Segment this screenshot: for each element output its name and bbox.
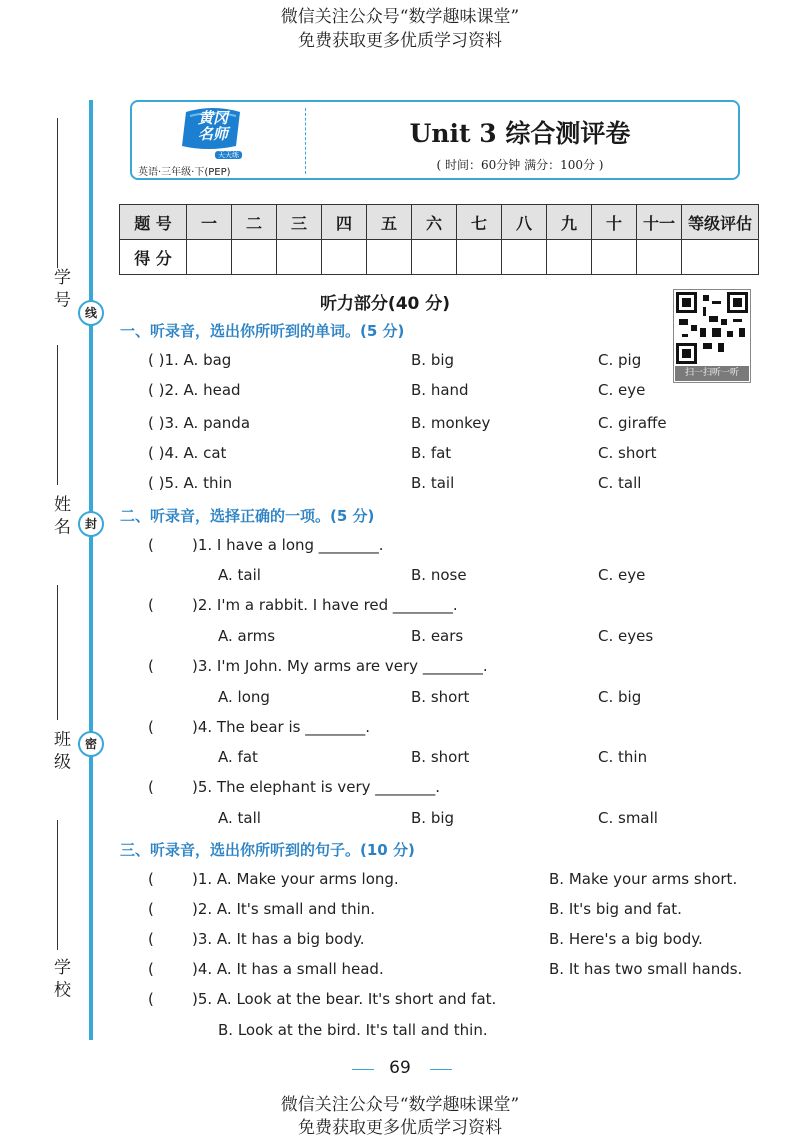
answer-paren[interactable]: ( xyxy=(148,778,154,796)
option-b: B. nose xyxy=(411,566,467,584)
seal-mi: 密 xyxy=(78,731,104,757)
score-cell: 三 xyxy=(277,205,322,240)
page-number-rule xyxy=(430,1069,452,1070)
question-item: ( )4. A. cat xyxy=(148,444,227,462)
question-item: ( )5. A. thin xyxy=(148,474,233,492)
score-cell: 题 号 xyxy=(120,205,187,240)
option-b: B. ears xyxy=(411,627,464,645)
score-table xyxy=(119,204,759,275)
answer-paren[interactable]: ( xyxy=(148,718,154,736)
option-b: B. Look at the bird. It's tall and thin. xyxy=(218,1021,488,1039)
score-input-cell[interactable] xyxy=(277,240,322,275)
score-input-cell[interactable] xyxy=(457,240,502,275)
watermark-line2: 免费获取更多优质学习资料 xyxy=(298,1118,502,1138)
section-title: 听力部分(40 分) xyxy=(319,294,451,314)
option-b: B. It has two small hands. xyxy=(549,960,743,978)
logo-badge: 天天练 xyxy=(215,151,242,159)
option-c: C. eye xyxy=(598,566,646,584)
name-label: 姓 名 xyxy=(50,495,70,535)
option-b: B. short xyxy=(411,688,470,706)
binding-underline xyxy=(57,345,58,485)
question-text: )2. I'm a rabbit. I have red ________. xyxy=(192,596,458,614)
page-title: Unit 3 综合测评卷 xyxy=(409,119,631,148)
score-cell: 十一 xyxy=(637,205,682,240)
qr-code-icon xyxy=(676,292,748,364)
logo-line1: 黄冈 xyxy=(197,109,228,127)
score-input-cell[interactable] xyxy=(187,240,232,275)
option-a: )2. A. It's small and thin. xyxy=(192,900,376,918)
option-c: C. eyes xyxy=(598,627,654,645)
list-item xyxy=(148,474,232,492)
binding-line xyxy=(89,100,93,1040)
watermark-line2: 免费获取更多优质学习资料 xyxy=(298,31,502,51)
option-c: C. giraffe xyxy=(598,414,667,432)
score-cell: 十 xyxy=(592,205,637,240)
school-label: 学 校 xyxy=(50,958,70,998)
score-cell: 八 xyxy=(502,205,547,240)
option-c: C. short xyxy=(598,444,657,462)
question-text: )1. I have a long ________. xyxy=(192,536,384,554)
option-a: )3. A. It has a big body. xyxy=(192,930,365,948)
logo-line2: 名师 xyxy=(197,125,228,143)
watermark-line1: 微信关注公众号“数学趣味课堂” xyxy=(280,7,520,27)
score-cell: 等级评估 xyxy=(682,205,759,240)
qr-caption: 扫一扫听一听 xyxy=(675,366,749,381)
option-a: A. arms xyxy=(218,627,276,645)
option-c: C. big xyxy=(598,688,642,706)
option-c: C. tall xyxy=(598,474,642,492)
score-input-cell[interactable] xyxy=(322,240,367,275)
part2-heading: 二、听录音，选择正确的一项。(5 分) xyxy=(120,507,375,525)
score-input-cell[interactable] xyxy=(412,240,457,275)
option-a: )1. A. Make your arms long. xyxy=(192,870,399,888)
answer-paren[interactable]: ( xyxy=(148,536,154,554)
option-a: A. tall xyxy=(218,809,261,827)
option-a: )5. A. Look at the bear. It's short and fat. xyxy=(192,990,497,1008)
list-item xyxy=(148,381,241,399)
student-id-label: 学 号 xyxy=(50,268,70,308)
option-a: A. long xyxy=(218,688,270,706)
binding-underline xyxy=(57,585,58,720)
option-b: B. Here's a big body. xyxy=(549,930,703,948)
score-cell: 七 xyxy=(457,205,502,240)
option-c: C. small xyxy=(598,809,658,827)
option-b: B. short xyxy=(411,748,470,766)
score-input-cell[interactable] xyxy=(232,240,277,275)
question-text: )4. The bear is ________. xyxy=(192,718,370,736)
score-input-cell[interactable] xyxy=(592,240,637,275)
question-item: ( )1. A. bag xyxy=(148,351,232,369)
option-b: B. monkey xyxy=(411,414,491,432)
score-cell: 四 xyxy=(322,205,367,240)
option-a: A. tail xyxy=(218,566,261,584)
score-cell: 二 xyxy=(232,205,277,240)
seal-xian: 线 xyxy=(78,300,104,326)
grade-label: 英语·三年级·下(PEP) xyxy=(138,167,231,178)
question-item: ( )2. A. head xyxy=(148,381,241,399)
answer-paren[interactable]: ( xyxy=(148,990,154,1008)
seal-feng: 封 xyxy=(78,511,104,537)
score-cell: 六 xyxy=(412,205,457,240)
answer-paren[interactable]: ( xyxy=(148,657,154,675)
option-b: B. It's big and fat. xyxy=(549,900,682,918)
option-a: A. fat xyxy=(218,748,258,766)
list-item xyxy=(148,414,250,432)
answer-paren[interactable]: ( xyxy=(148,596,154,614)
option-b: B. hand xyxy=(411,381,469,399)
list-item xyxy=(148,351,231,369)
question-text: )5. The elephant is very ________. xyxy=(192,778,441,796)
option-b: B. tail xyxy=(411,474,455,492)
answer-paren[interactable]: ( xyxy=(148,930,154,948)
option-c: C. eye xyxy=(598,381,646,399)
list-item xyxy=(148,444,226,462)
page-number: 69 xyxy=(389,1058,411,1078)
score-input-cell[interactable] xyxy=(547,240,592,275)
option-c: C. pig xyxy=(598,351,642,369)
question-item: ( )3. A. panda xyxy=(148,414,251,432)
binding-underline xyxy=(57,820,58,950)
answer-paren[interactable]: ( xyxy=(148,870,154,888)
score-cell: 五 xyxy=(367,205,412,240)
watermark-line1: 微信关注公众号“数学趣味课堂” xyxy=(280,1095,520,1115)
answer-paren[interactable]: ( xyxy=(148,960,154,978)
header-divider xyxy=(305,108,306,174)
score-input-cell[interactable] xyxy=(367,240,412,275)
score-cell: 一 xyxy=(187,205,232,240)
option-a: )4. A. It has a small head. xyxy=(192,960,384,978)
option-b: B. big xyxy=(411,809,455,827)
option-b: B. big xyxy=(411,351,455,369)
part3-heading: 三、听录音，选出你所听到的句子。(10 分) xyxy=(120,841,415,859)
binding-underline xyxy=(57,118,58,268)
part1-heading: 一、听录音，选出你所听到的单词。(5 分) xyxy=(120,322,405,340)
exam-info: ( 时间：60分钟 满分：100分 ) xyxy=(436,158,604,172)
class-label: 班 级 xyxy=(50,730,70,770)
score-input-cell[interactable] xyxy=(682,240,759,275)
answer-paren[interactable]: ( xyxy=(148,900,154,918)
score-input-cell[interactable] xyxy=(502,240,547,275)
score-input-cell[interactable] xyxy=(637,240,682,275)
option-c: C. thin xyxy=(598,748,648,766)
option-b: B. fat xyxy=(411,444,452,462)
brand-logo xyxy=(178,106,248,159)
score-row-label: 得 分 xyxy=(120,240,187,275)
score-cell: 九 xyxy=(547,205,592,240)
option-b: B. Make your arms short. xyxy=(549,870,738,888)
question-text: )3. I'm John. My arms are very ________. xyxy=(192,657,488,675)
